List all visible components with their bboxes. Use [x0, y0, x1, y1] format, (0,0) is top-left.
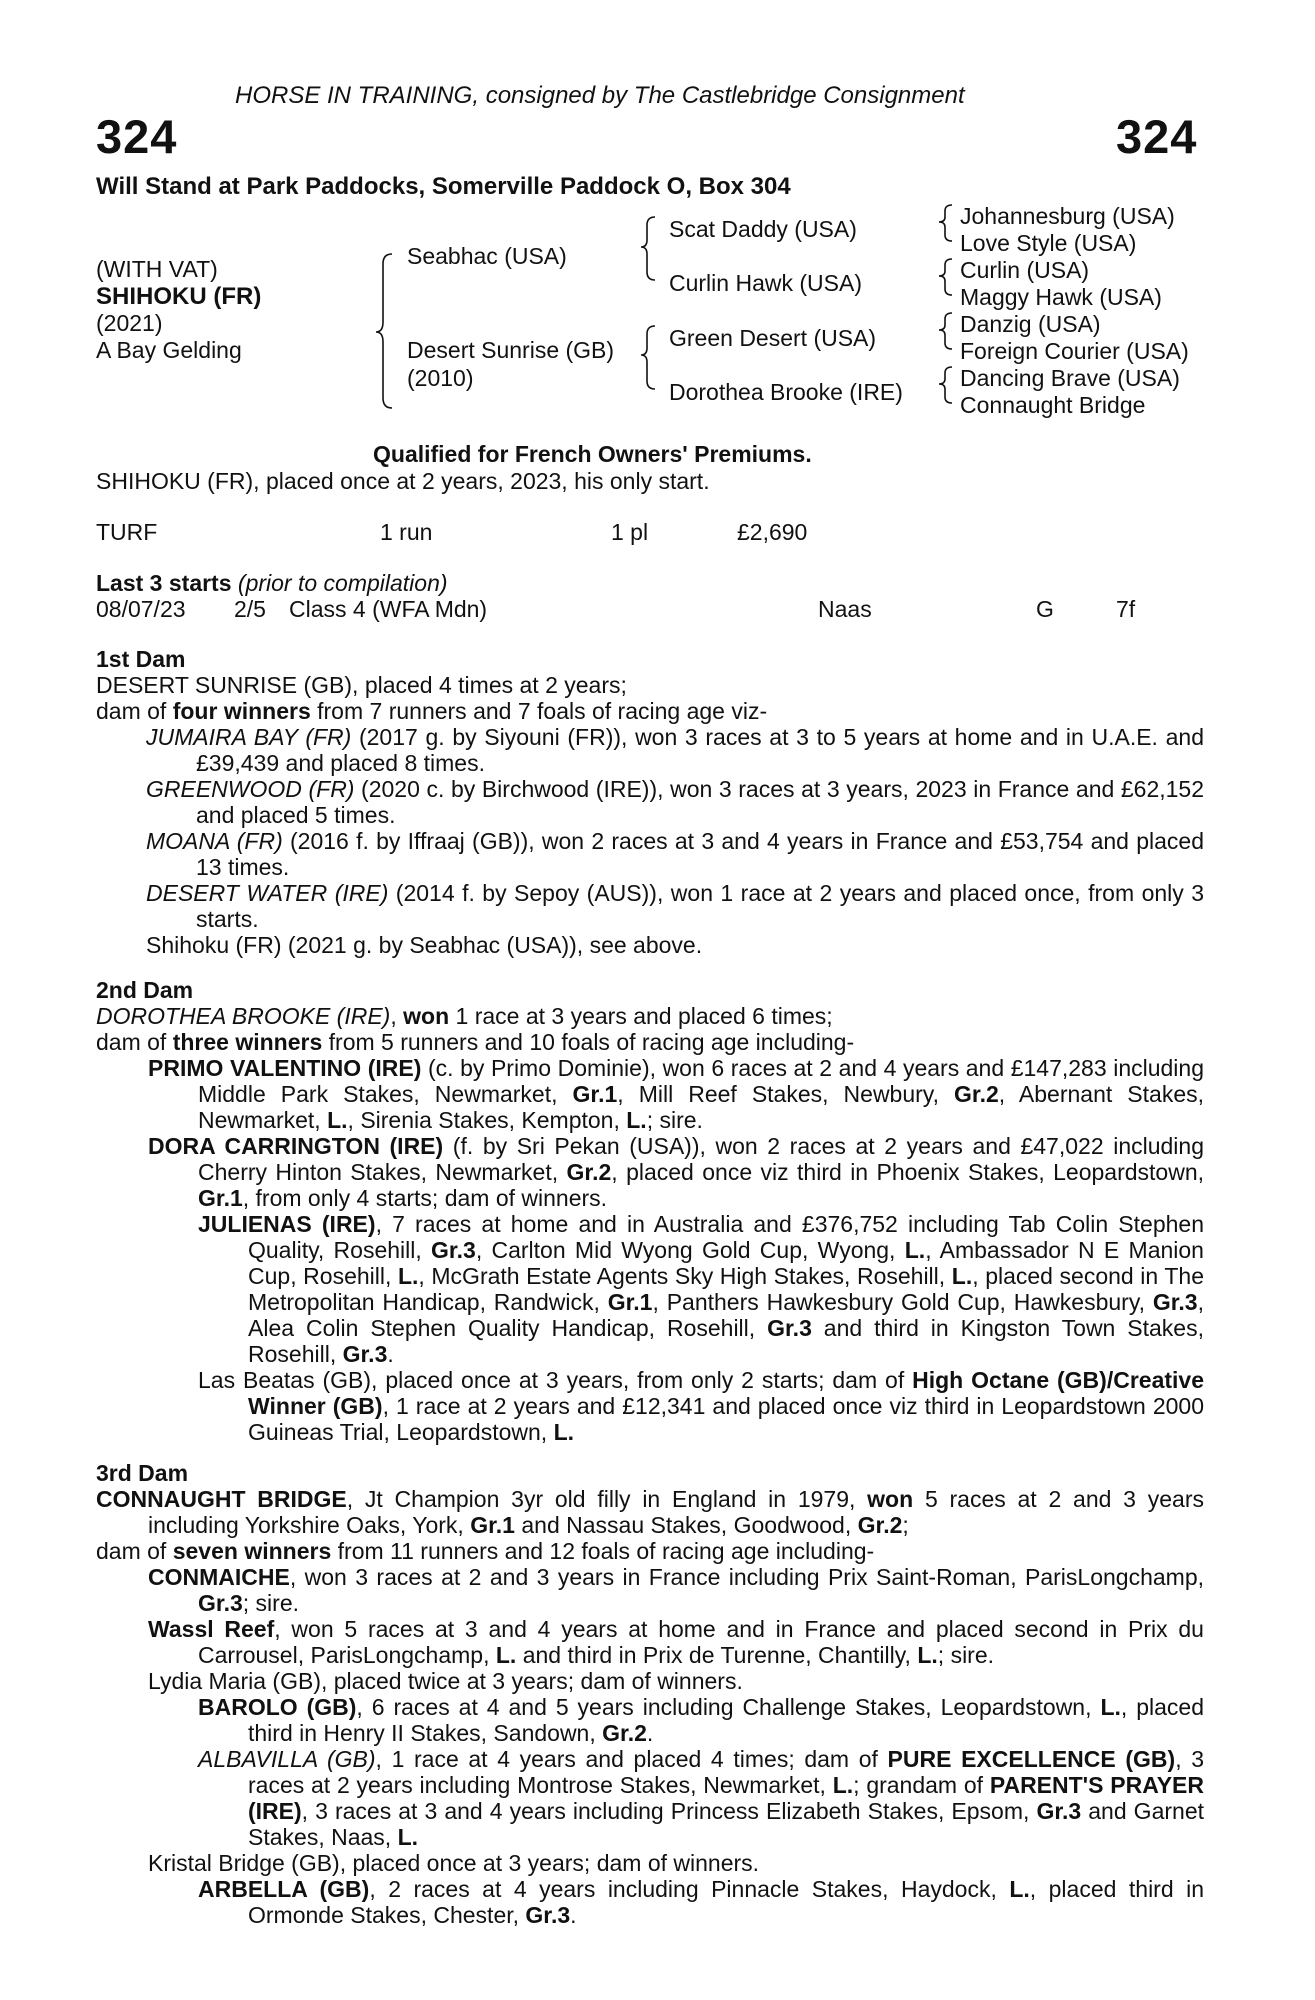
offspring-entry: PRIMO VALENTINO (IRE) (c. by Primo Dominie), won 6 races at 2 and 4 years and £147,283 including Middle Park Stakes, Newmarket, Gr.1, Mill Reef Stakes, Newbury, Gr.2, Abernant Stakes, Newmarket, L., Sirenia Stakes, Kempton, L.; sire. — [148, 1054, 1205, 1133]
third-dam-section — [96, 1460, 1204, 1928]
offspring-entry: CONMAICHE, won 3 races at 2 and 3 years in France including Prix Saint-Roman, ParisLongchamp, Gr.3; sire. — [148, 1563, 1204, 1616]
pedigree-g8: Connaught Bridge — [960, 392, 1146, 418]
pedigree-g5: Danzig (USA) — [960, 311, 1101, 337]
dam-line: DOROTHEA BROOKE (IRE), won 1 race at 3 years and placed 6 times; — [96, 1002, 833, 1029]
record-runs: 1 run — [380, 519, 433, 545]
pedigree-g4: Maggy Hawk (USA) — [960, 284, 1162, 310]
dam-line: CONNAUGHT BRIDGE, Jt Champion 3yr old filly in England in 1979, won 5 races at 2 and 3 years including Yorkshire Oaks, York, Gr.1 and Nassau Stakes, Goodwood, Gr.2; — [96, 1485, 1204, 1538]
offspring-entry: Lydia Maria (GB), placed twice at 3 years; dam of winners. — [148, 1667, 743, 1694]
start-race: Class 4 (WFA Mdn) — [289, 596, 488, 622]
horse-description: A Bay Gelding — [96, 337, 242, 363]
record-placed: 1 pl — [611, 519, 649, 545]
lot-number-right: 324 — [1116, 110, 1198, 163]
pedigree-sire-dam: Curlin Hawk (USA) — [669, 270, 862, 296]
offspring-entry: MOANA (FR) (2016 f. by Iffraaj (GB)), won 2 races at 3 and 4 years in France and £53,754 and placed 13 times. — [146, 827, 1204, 880]
pedigree-g7: Dancing Brave (USA) — [960, 365, 1180, 391]
pedigree-brackets — [0, 0, 1315, 500]
offspring-entry: Wassl Reef, won 5 races at 3 and 4 years at home and in France and placed second in Prix du Carrousel, ParisLongchamp, L. and third in Prix de Turenne, Chantilly, L.; sire. — [148, 1615, 1204, 1668]
offspring-entry: ALBAVILLA (GB), 1 race at 4 years and placed 4 times; dam of PURE EXCELLENCE (GB), 3 races at 2 years including Montrose Stakes, Newmarket, L.; grandam of PARENT'S PRAYER (IRE), 3 races at 3 and 4 years including Princess Elizabeth Stakes, Epsom, Gr.3 and Garnet Stakes, Naas, L. — [198, 1745, 1205, 1850]
last-starts-note: (prior to compilation) — [237, 570, 448, 596]
consignment-line: HORSE IN TRAINING, consigned by The Castlebridge Consignment — [235, 82, 965, 109]
horse-summary: SHIHOKU (FR), placed once at 2 years, 2023, his only start. — [96, 468, 710, 494]
offspring-entry: DORA CARRINGTON (IRE) (f. by Sri Pekan (USA)), won 2 races at 2 years and £47,022 including Cherry Hinton Stakes, Newmarket, Gr.2, placed once viz third in Phoenix Stakes, Leopardstown, Gr.1, from only 4 starts; dam of winners. — [148, 1132, 1205, 1211]
start-course: Naas — [818, 596, 872, 622]
offspring-entry: JUMAIRA BAY (FR) (2017 g. by Siyouni (FR)), won 3 races at 3 to 5 years at home and in U.A.E. and £39,439 and placed 8 times. — [146, 723, 1204, 776]
record-earnings: £2,690 — [737, 519, 808, 545]
horse-name: SHIHOKU (FR) — [96, 283, 262, 310]
start-position: 2/5 — [234, 596, 266, 622]
start-going: G — [1036, 596, 1054, 622]
dam-produce-line: dam of four winners from 7 runners and 7 foals of racing age viz- — [96, 697, 768, 724]
offspring-entry: Las Beatas (GB), placed once at 3 years, from only 2 starts; dam of High Octane (GB)/Creative Winner (GB), 1 race at 2 years and £12,341 and placed once viz third in Leopardstown 2000 Guineas Trial, Leopardstown, L. — [198, 1366, 1204, 1445]
offspring-entry: Kristal Bridge (GB), placed once at 3 years; dam of winners. — [148, 1849, 760, 1876]
section-heading: 2nd Dam — [96, 977, 194, 1003]
premium-note: Qualified for French Owners' Premiums. — [373, 441, 812, 467]
second-dam-section — [96, 977, 1204, 1445]
dam-line: DESERT SUNRISE (GB), placed 4 times at 2 years; — [96, 671, 627, 698]
offspring-entry: GREENWOOD (FR) (2020 c. by Birchwood (IRE)), won 3 races at 3 years, 2023 in France and £62,152 and placed 5 times. — [146, 775, 1204, 828]
dam-produce-line: dam of three winners from 5 runners and 10 foals of racing age including- — [96, 1028, 855, 1055]
first-dam-section — [96, 646, 1204, 958]
location-line: Will Stand at Park Paddocks, Somerville Paddock O, Box 304 — [96, 173, 791, 200]
pedigree-dam-dam: Dorothea Brooke (IRE) — [669, 379, 903, 405]
lot-number-left: 324 — [96, 110, 178, 163]
pedigree-sire-sire: Scat Daddy (USA) — [669, 216, 857, 242]
pedigree-g1: Johannesburg (USA) — [960, 203, 1175, 229]
pedigree-dam-year: (2010) — [407, 365, 474, 391]
pedigree-g6: Foreign Courier (USA) — [960, 338, 1189, 364]
record-surface: TURF — [96, 519, 158, 545]
offspring-entry: JULIENAS (IRE), 7 races at home and in Australia and £376,752 including Tab Colin Stephen Quality, Rosehill, Gr.3, Carlton Mid Wyong Gold Cup, Wyong, L., Ambassador N E Manion Cup, Rosehill, L., McGrath Estate Agents Sky High Stakes, Rosehill, L., placed second in The Metropolitan Handicap, Randwick, Gr.1, Panthers Hawkesbury Gold Cup, Hawkesbury, Gr.3, Alea Colin Stephen Quality Handicap, Rosehill, Gr.3 and third in Kingston Town Stakes, Rosehill, Gr.3. — [198, 1210, 1205, 1367]
offspring-entry: DESERT WATER (IRE) (2014 f. by Sepoy (AUS)), won 1 race at 2 years and placed once, from only 3 starts. — [146, 879, 1204, 932]
start-distance: 7f — [1116, 596, 1136, 622]
horse-year: (2021) — [96, 310, 163, 336]
section-heading: 3rd Dam — [96, 1460, 189, 1486]
pedigree-dam: Desert Sunrise (GB) — [407, 337, 615, 363]
pedigree-g2: Love Style (USA) — [960, 230, 1137, 256]
vat-label: (WITH VAT) — [96, 256, 218, 282]
last-starts-header — [96, 570, 448, 596]
dam-produce-line: dam of seven winners from 11 runners and 12 foals of racing age including- — [96, 1537, 875, 1564]
last-starts-heading: Last 3 starts — [96, 570, 232, 596]
offspring-entry: Shihoku (FR) (2021 g. by Seabhac (USA)), see above. — [146, 931, 703, 958]
offspring-entry: ARBELLA (GB), 2 races at 4 years including Pinnacle Stakes, Haydock, L., placed third in Ormonde Stakes, Chester, Gr.3. — [198, 1875, 1205, 1928]
offspring-entry: BAROLO (GB), 6 races at 4 and 5 years including Challenge Stakes, Leopardstown, L., placed third in Henry II Stakes, Sandown, Gr.2. — [198, 1693, 1204, 1746]
pedigree-dam-sire: Green Desert (USA) — [669, 325, 877, 351]
section-heading: 1st Dam — [96, 646, 186, 672]
pedigree-sire: Seabhac (USA) — [407, 243, 567, 269]
pedigree-g3: Curlin (USA) — [960, 257, 1090, 283]
start-date: 08/07/23 — [96, 596, 186, 622]
